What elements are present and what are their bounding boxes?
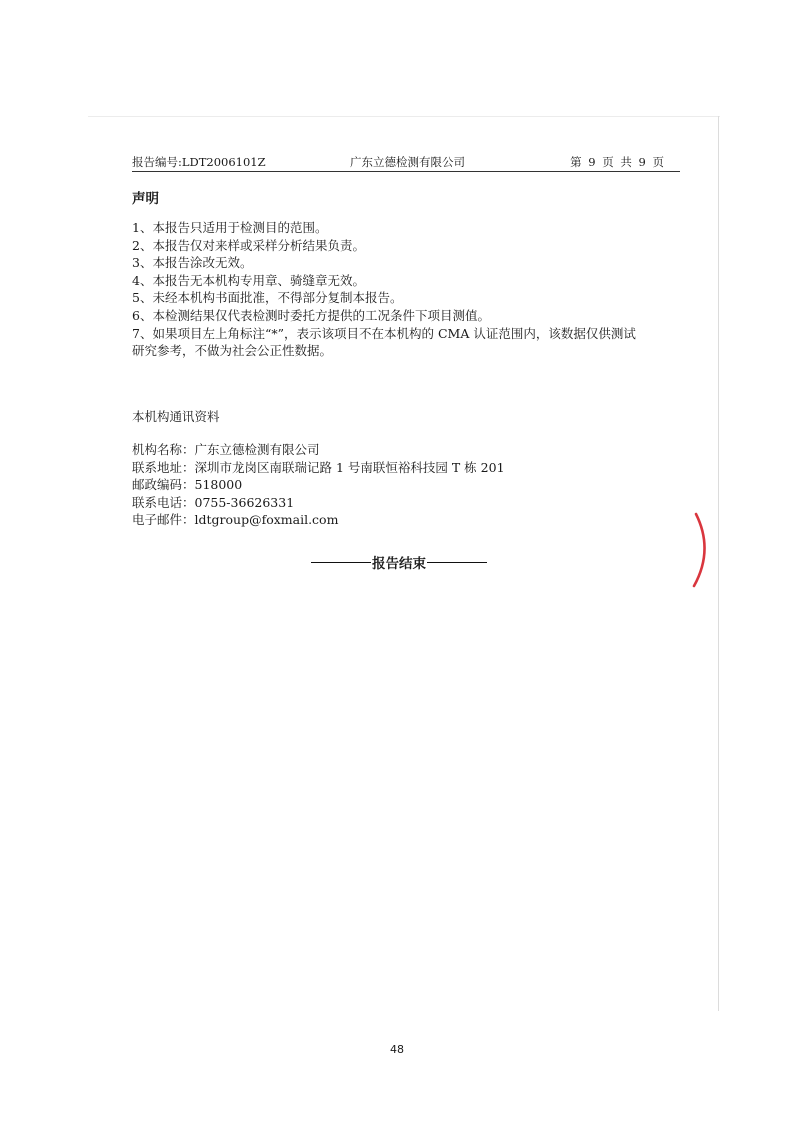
- statement-item: 2、本报告仅对来样或采样分析结果负责。: [132, 237, 365, 253]
- contact-heading: 本机构通讯资料: [132, 409, 220, 424]
- page-number: 48: [390, 1043, 404, 1056]
- contact-phone: 联系电话：0755-36626331: [132, 494, 295, 510]
- statement-item: 5、未经本机构书面批准，不得部分复制本报告。: [132, 290, 403, 306]
- report-number: 报告编号:LDT2006101Z: [132, 155, 266, 169]
- header-rule: [132, 171, 680, 172]
- page-header: [132, 154, 680, 172]
- contact-list: [132, 441, 505, 529]
- scan-edge-right: [718, 116, 719, 1011]
- statement-item: 研究参考，不做为社会公正性数据。: [132, 343, 333, 359]
- contact-address: 联系地址：深圳市龙岗区南联瑞记路 1 号南联恒裕科技园 T 栋 201: [132, 459, 505, 475]
- seal-stamp-arc: [680, 510, 714, 590]
- end-dash-left: [311, 562, 371, 563]
- contact-postcode: 邮政编码：518000: [132, 477, 243, 493]
- scan-edge-top: [88, 116, 720, 117]
- statement-item: 4、本报告无本机构专用章、骑缝章无效。: [132, 272, 365, 288]
- end-dash-right: [427, 562, 487, 563]
- statement-list: [132, 219, 662, 360]
- report-end-text: 报告结束: [372, 556, 426, 572]
- header-company: 广东立德检测有限公司: [350, 155, 465, 169]
- statement-item: 3、本报告涂改无效。: [132, 255, 253, 271]
- statement-title: 声明: [132, 191, 159, 207]
- statement-item: 1、本报告只适用于检测目的范围。: [132, 220, 328, 235]
- contact-org-name: 机构名称：广东立德检测有限公司: [132, 442, 320, 457]
- seal-stamp-stroke: [694, 514, 705, 586]
- statement-item: 6、本检测结果仅代表检测时委托方提供的工况条件下项目测值。: [132, 307, 490, 323]
- statement-item: 7、如果项目左上角标注“*”，表示该项目不在本机构的 CMA 认证范围内，该数据仅供测试: [132, 325, 636, 341]
- report-end-mark: [310, 552, 488, 572]
- page-info: 第 9 页 共 9 页: [570, 155, 664, 169]
- contact-email: 电子邮件：ldtgroup@foxmail.com: [132, 512, 339, 528]
